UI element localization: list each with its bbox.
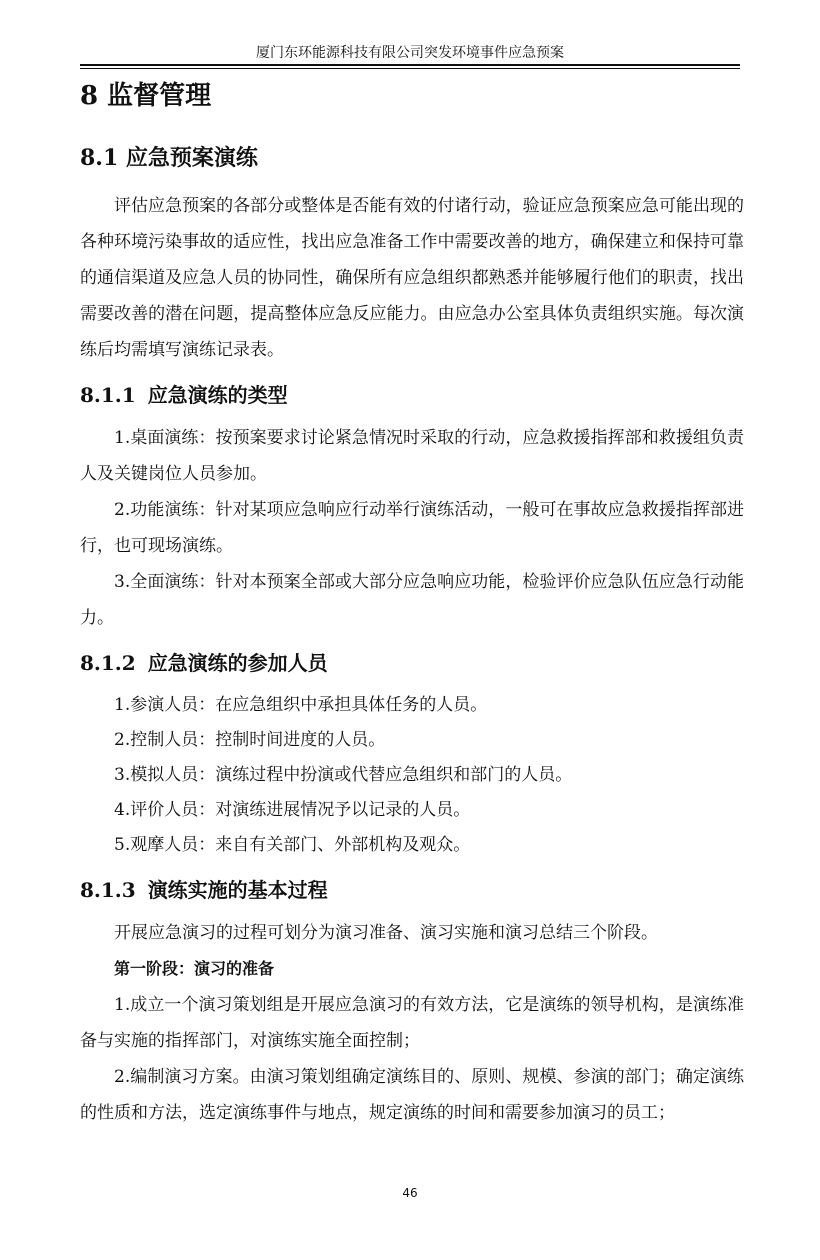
header-rule-thin	[80, 68, 740, 69]
page-number: 46	[402, 1186, 418, 1200]
section-heading-text: 应急演练的类型	[147, 383, 288, 407]
section-number: 8.1.1	[80, 383, 136, 407]
list-item: 3.模拟人员：演练过程中扮演或代替应急组织和部门的人员。	[114, 765, 573, 785]
section-heading-text: 演练实施的基本过程	[147, 878, 328, 902]
list-item: 3.全面演练：针对本预案全部或大部分应急响应功能，检验评价应急队伍应急行动能力。	[80, 572, 744, 628]
section-heading-text: 应急演练的参加人员	[147, 651, 328, 675]
list-item: 1.参演人员：在应急组织中承担具体任务的人员。	[114, 695, 488, 715]
phase-heading	[80, 951, 744, 987]
section-title-8-1: 8.1 应急预案演练	[80, 145, 258, 171]
page-body	[80, 76, 744, 1131]
section-title-8-1-1	[80, 380, 744, 410]
list-item: 1.桌面演练：按预案要求讨论紧急情况时采取的行动，应急救援指挥部和救援组负责人及关键岗位人员参加。	[80, 428, 744, 484]
list-item: 4.评价人员：对演练进展情况予以记录的人员。	[114, 800, 471, 820]
phase-title: 第一阶段：演习的准备	[114, 959, 275, 978]
list-item: 2.功能演练：针对某项应急响应行动举行演练活动，一般可在事故应急救援指挥部进行，也可现场演练。	[80, 500, 744, 556]
header-rule-thick	[80, 64, 740, 66]
list-item: 5.观摩人员：来自有关部门、外部机构及观众。	[114, 835, 471, 855]
chapter-title: 8 监督管理	[80, 81, 212, 111]
section-title-8-1-2	[80, 648, 744, 678]
section-8-1-paragraph: 评估应急预案的各部分或整体是否能有效的付诸行动，验证应急预案应急可能出现的各种环境污染事故的适应性，找出应急准备工作中需要改善的地方，确保建立和保持可靠的通信渠道及应急人员的协同性，确保所有应急组织都熟悉并能够履行他们的职责，找出需要改善的潜在问题，提高整体应急反应能力。由应急办公室具体负责组织实施。每次演练后均需填写演练记录表。	[80, 196, 744, 360]
list-item: 2.编制演习方案。由演习策划组确定演练目的、原则、规模、参演的部门；确定演练的性质和方法，选定演练事件与地点，规定演练的时间和需要参加演习的员工；	[80, 1067, 744, 1123]
list-item: 2.控制人员：控制时间进度的人员。	[114, 730, 386, 750]
section-title-8-1-3	[80, 875, 744, 905]
section-number: 8.1.3	[80, 878, 136, 902]
section-number: 8.1.2	[80, 651, 136, 675]
running-header: 厦门东环能源科技有限公司突发环境事件应急预案	[256, 45, 564, 61]
section-8-1-3-intro: 开展应急演习的过程可划分为演习准备、演习实施和演习总结三个阶段。	[114, 923, 658, 943]
list-item: 1.成立一个演习策划组是开展应急演习的有效方法，它是演练的领导机构，是演练准备与实施的指挥部门，对演练实施全面控制；	[80, 995, 744, 1051]
